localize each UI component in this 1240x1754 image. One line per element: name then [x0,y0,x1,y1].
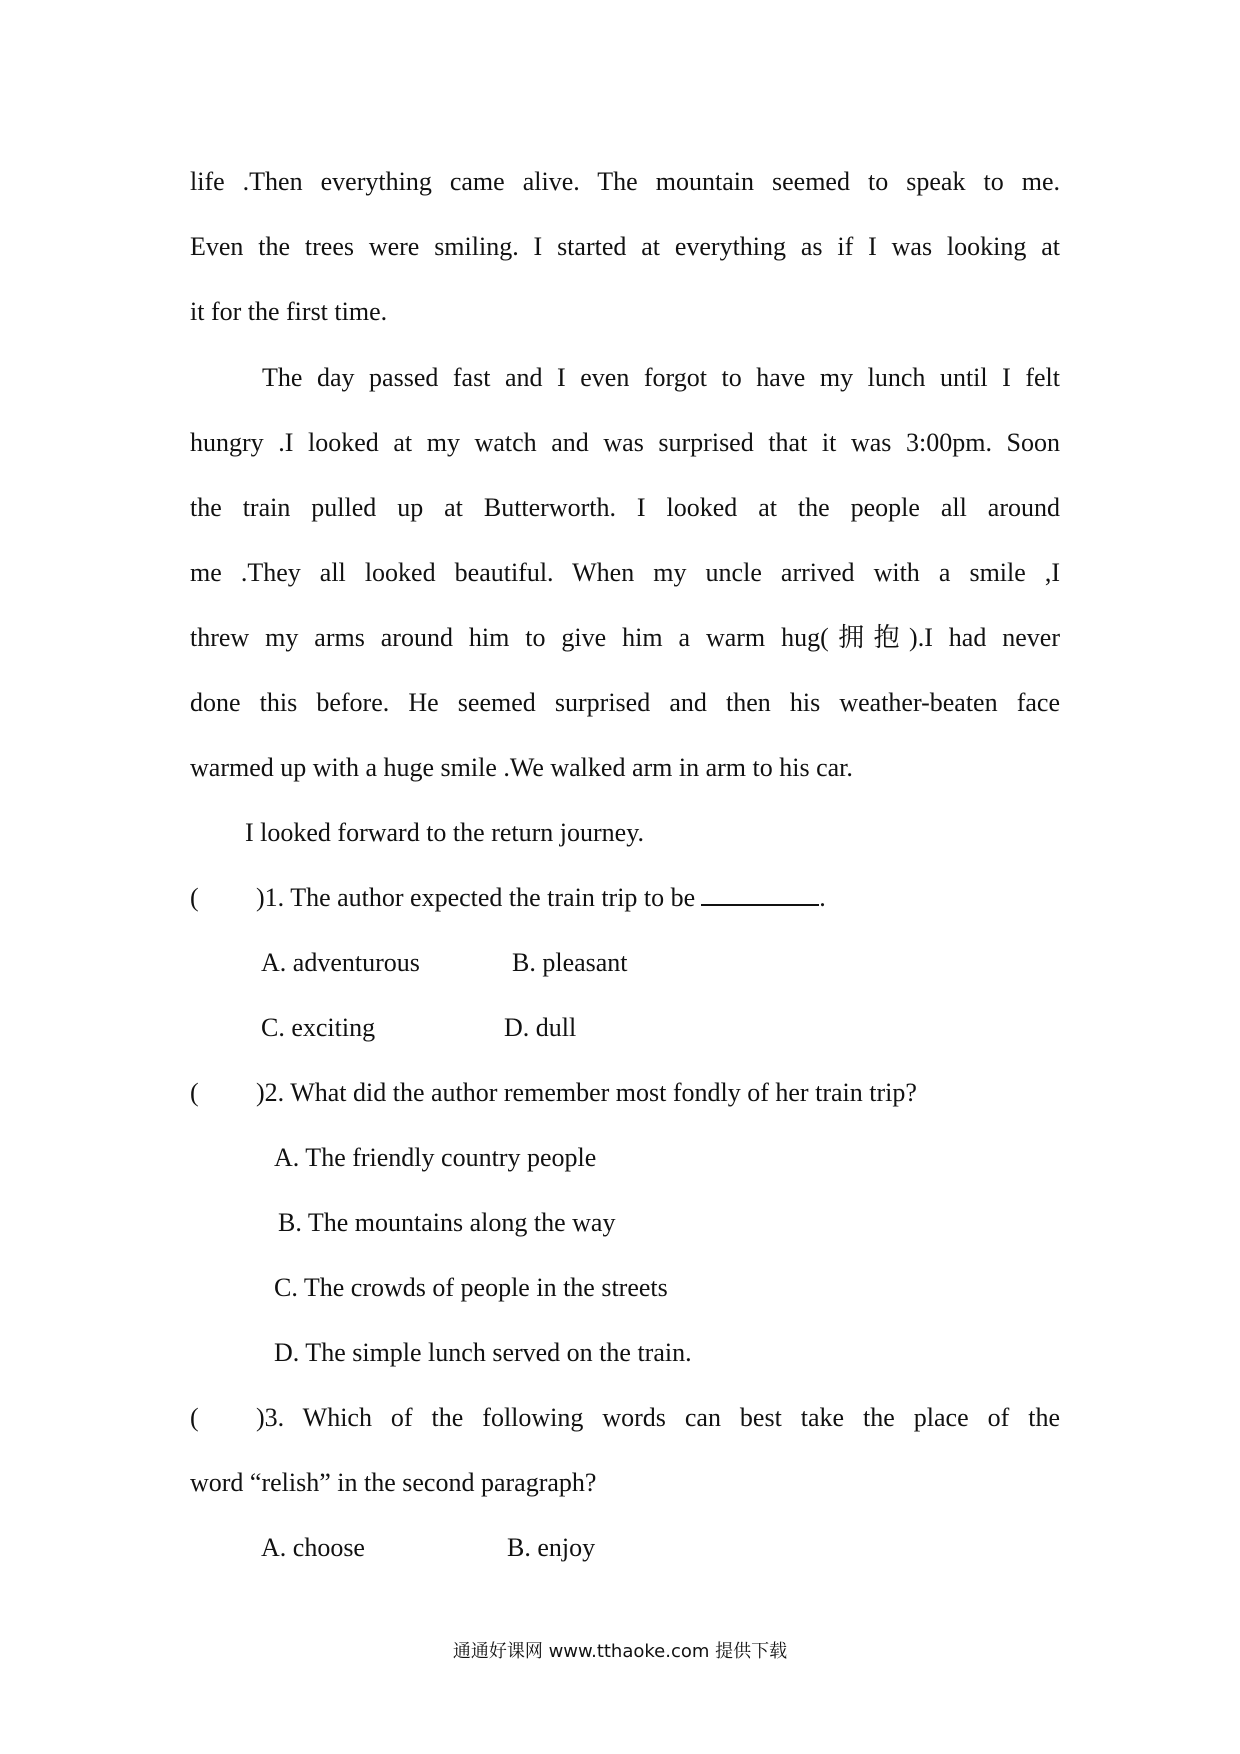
question-1-option-d: D. dull [504,1013,577,1042]
question-2-option-b: B. The mountains along the way [278,1208,616,1237]
passage-line: the train pulled up at Butterworth. I looked at the people all around [190,493,1060,522]
question-1-stem: )1. The author expected the train trip to be [256,883,696,912]
question-2-option-d: D. The simple lunch served on the train. [274,1338,692,1367]
question-3-text: )3. Which of the following words can best take the place of the [256,1403,1060,1432]
question-2-text: )2. What did the author remember most fondly of her train trip? [256,1078,917,1107]
passage-line: I looked forward to the return journey. [245,818,645,847]
passage-line: done this before. He seemed surprised and then his weather-beaten face [190,688,1060,717]
passage-line: hungry .I looked at my watch and was surprised that it was 3:00pm. Soon [190,428,1060,457]
question-3-option-b: B. enjoy [507,1533,596,1562]
passage-line: it for the first time. [190,297,388,326]
question-1-end: . [819,883,826,912]
question-2-option-c: C. The crowds of people in the streets [274,1273,668,1302]
passage-line: warmed up with a huge smile .We walked arm in arm to his car. [190,753,853,782]
question-2-option-a: A. The friendly country people [274,1143,597,1172]
answer-paren: ( [190,1403,199,1432]
answer-paren: ( [190,1078,199,1107]
question-3-text-continued: word “relish” in the second paragraph? [190,1468,597,1497]
question-1-option-b: B. pleasant [512,948,628,977]
passage-line: life .Then everything came alive. The mountain seemed to speak to me. [190,167,1060,196]
question-1-option-a: A. adventurous [261,948,420,977]
answer-blank [701,882,819,906]
question-3-option-a: A. choose [261,1533,365,1562]
passage-line: The day passed fast and I even forgot to have my lunch until I felt [262,363,1060,392]
answer-paren: ( [190,883,199,912]
passage-line: Even the trees were smiling. I started at everything as if I was looking at [190,232,1060,261]
passage-line: threw my arms around him to give him a warm hug(拥抱).I had never [190,623,1060,652]
passage-line: me .They all looked beautiful. When my uncle arrived with a smile ,I [190,558,1060,587]
question-1-text [256,882,826,914]
question-1-option-c: C. exciting [261,1013,376,1042]
page-footer: 通通好课网 www.tthaoke.com 提供下载 [452,1641,788,1662]
